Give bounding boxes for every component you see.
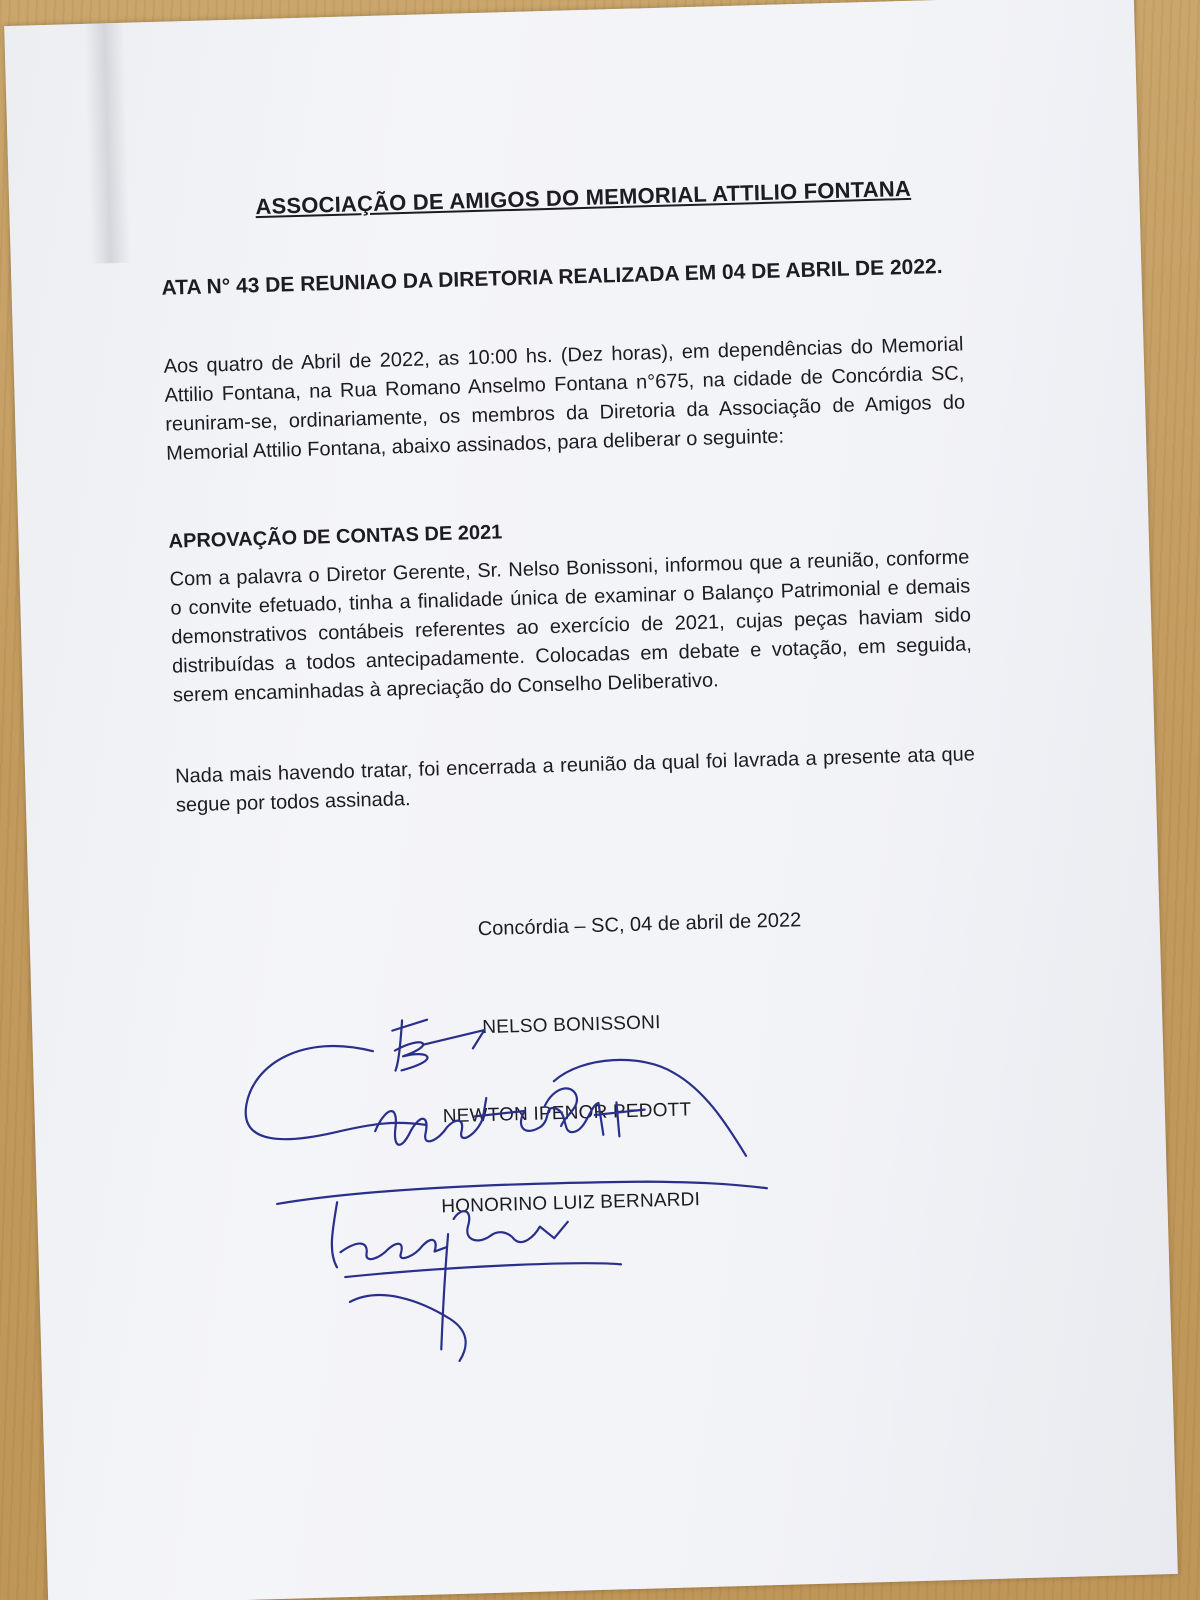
intro-paragraph: Aos quatro de Abril de 2022, as 10:00 hs. (Dez horas), em dependências do Memorial Attilio Fontana, na Rua Romano Anselmo Fontana n°675, na cidade de Concórdia SC, reuniram-se, ordinariamente, os membros da Diretoria da Associação de Amigos do Memorial Attilio Fontana, abaixo assinados, para deliberar o seguinte: [163, 333, 966, 465]
closing-paragraph: Nada mais havendo tratar, foi encerrada a reunião da qual foi lavrada a presente ata que segue por todos assinada. [174, 743, 976, 817]
signature-3-descender [438, 1234, 451, 1349]
organization-title: ASSOCIAÇÃO DE AMIGOS DO MEMORIAL ATTILIO FONTANA [255, 175, 912, 220]
signer-name-1: NELSO BONISSONI [482, 1012, 661, 1039]
signature-3-swash [350, 1293, 466, 1364]
place-date: Concórdia – SC, 04 de abril de 2022 [477, 909, 802, 941]
signature-block [182, 985, 989, 1257]
document-content [159, 174, 988, 1257]
signature-3-underline [345, 1262, 621, 1277]
section-paragraph: Com a palavra o Diretor Gerente, Sr. Nelso Bonissoni, informou que a reunião, conforme o convite efetuado, tinha a finalidade única de examinar o Balanço Patrimonial e demais demonstrativos contábeis referentes ao exercício de 2021, cujas peças haviam sido distribuídas a todos antecipadamente. Colocadas em debate e votação, em seguida, serem encaminhadas à apreciação do Conselho Deliberativo. [169, 546, 973, 707]
paper-fold [84, 23, 131, 264]
document-page [4, 0, 1178, 1600]
signer-name-3: HONORINO LUIZ BERNARDI [441, 1189, 701, 1218]
section-title: APROVAÇÃO DE CONTAS DE 2021 [168, 521, 503, 553]
signer-name-2: NEWTON IPENOR PEDOTT [442, 1099, 692, 1128]
minutes-title: ATA N° 43 DE REUNIAO DA DIRETORIA REALIZADA EM 04 DE ABRIL DE 2022. [161, 254, 943, 300]
